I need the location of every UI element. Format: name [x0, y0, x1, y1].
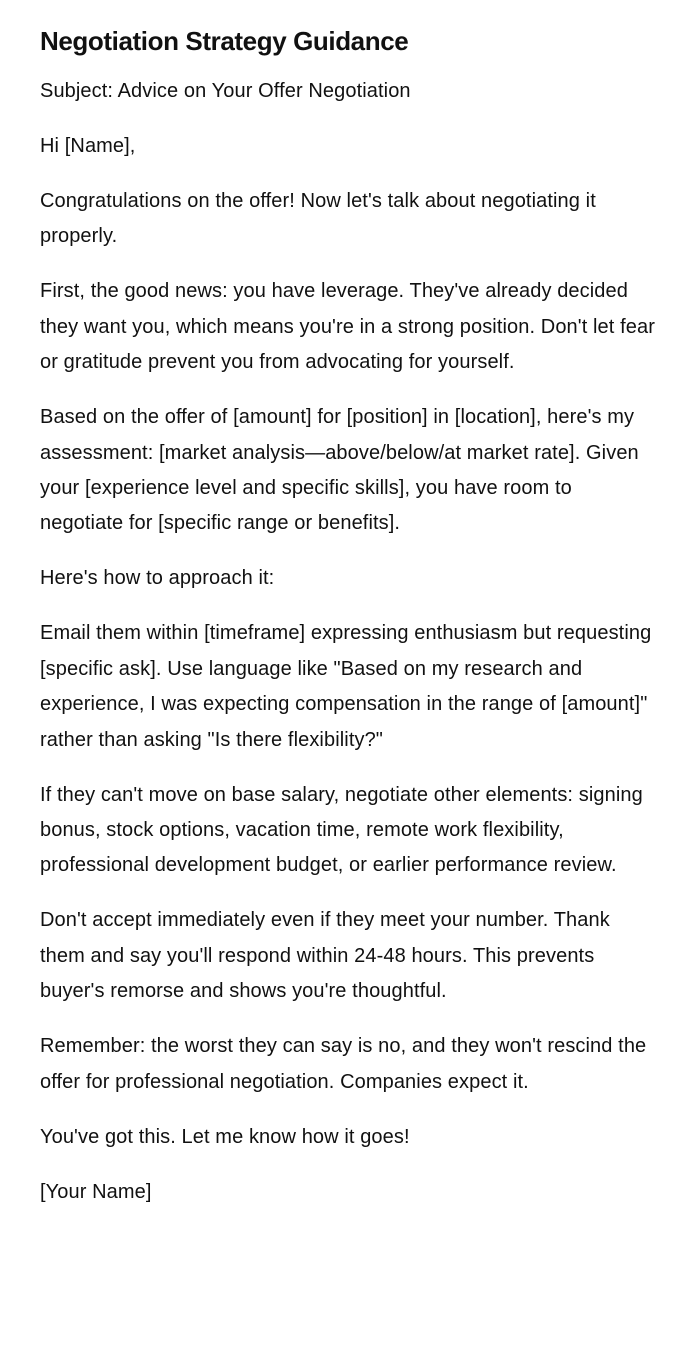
- paragraph-email-advice: Email them within [timeframe] expressing enthusiasm but requesting [specific ask]. Use language like "Based on my research and experience, I was expecting compensation in the range of [amount]" rather than asking "Is there flexibility?": [40, 622, 652, 751]
- paragraph-remember: Remember: the worst they can say is no, and they won't rescind the offer for professional negotiation. Companies expect it.: [40, 1035, 647, 1093]
- paragraph-dont-accept: Don't accept immediately even if they meet your number. Thank them and say you'll respond within 24-48 hours. This prevents buyer's remorse and shows you're thoughtful.: [40, 909, 610, 1003]
- paragraph-approach-intro: Here's how to approach it:: [40, 567, 275, 590]
- greeting: Hi [Name],: [40, 135, 136, 157]
- signature: [Your Name]: [40, 1180, 152, 1203]
- paragraph-leverage: First, the good news: you have leverage. They've already decided they want you, which means you're in a strong position. Don't let fear or gratitude prevent you from advocating for yourself.: [40, 280, 655, 374]
- subject-line: Subject: Advice on Your Offer Negotiation: [40, 80, 411, 102]
- document-title: Negotiation Strategy Guidance: [40, 26, 409, 56]
- paragraph-other-elements: If they can't move on base salary, negotiate other elements: signing bonus, stock options, vacation time, remote work flexibility, professional development budget, or earlier performance review.: [40, 783, 643, 877]
- paragraph-assessment: Based on the offer of [amount] for [position] in [location], here's my assessment: [market analysis—above/below/at market rate]. Given your [experience level and specific skills], you have room to negotiate for [specific range or benefits].: [40, 406, 639, 535]
- paragraph-closing: You've got this. Let me know how it goes!: [40, 1125, 410, 1148]
- paragraph-congratulations: Congratulations on the offer! Now let's talk about negotiating it properly.: [40, 190, 596, 248]
